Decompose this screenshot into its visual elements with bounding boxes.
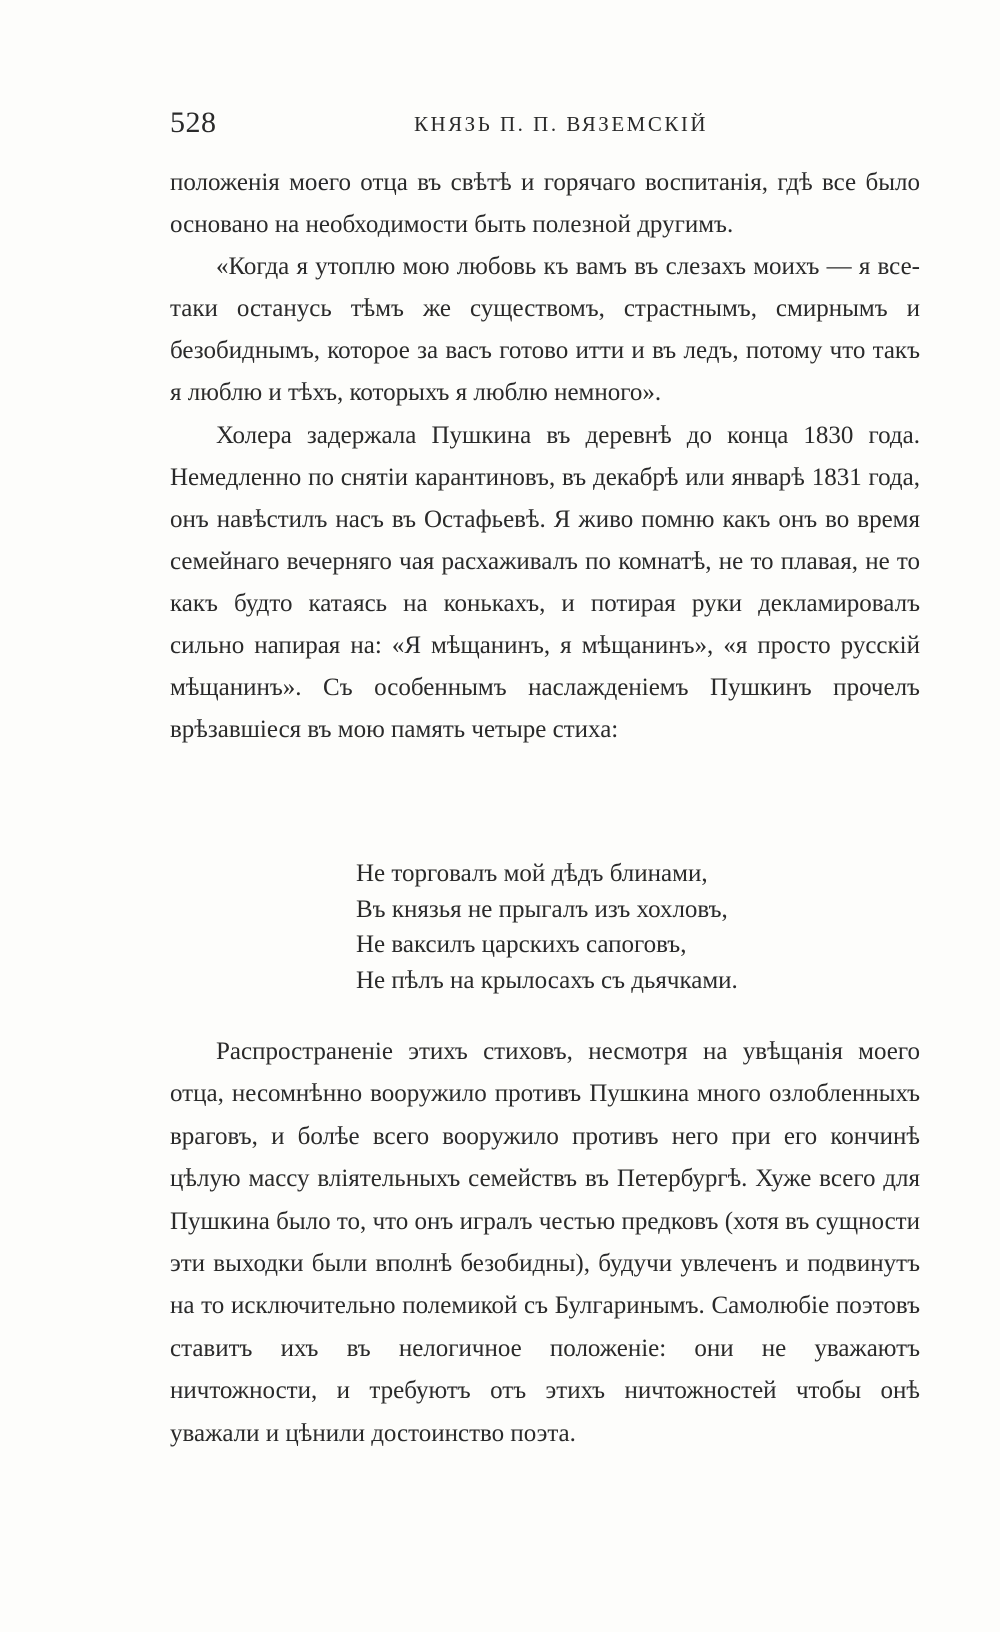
main-text-top — [170, 162, 920, 751]
page-header — [170, 106, 920, 150]
verse-quote — [356, 856, 738, 998]
paragraph: Холера задержала Пушкина въ деревнѣ до конца 1830 года. Немедленно по снятіи карантиновъ, въ декабрѣ или январѣ 1831 года, онъ навѣстилъ насъ въ Остафьевѣ. Я живо помню какъ онъ во время семейнаго вечерняго чая расхаживалъ по комнатѣ, не то плавая, не то какъ будто катаясь на конькахъ, и потирая руки декламировалъ сильно напирая на: «Я мѣщанинъ, я мѣщанинъ», «я просто русскій мѣщанинъ». Съ особеннымъ наслажденіемъ Пушкинъ прочелъ врѣзавшіеся въ мою память четыре стиха: — [170, 421, 920, 744]
verse-line: Не ваксилъ царскихъ сапоговъ, — [356, 931, 687, 958]
main-text-bottom — [170, 1031, 920, 1455]
verse-line: Не пѣлъ на крылосахъ съ дьячками. — [356, 966, 738, 994]
paragraph: «Когда я утоплю мою любовь къ вамъ въ слезахъ моихъ — я все-таки останусь тѣмъ же существомъ, страстнымъ, смирнымъ и безобиднымъ, которое за васъ готово итти и въ ледъ, потому что такъ я люблю и тѣхъ, которыхъ я люблю немного». — [170, 253, 920, 407]
page-number: 528 — [170, 106, 217, 139]
paragraph: положенія моего отца въ свѣтѣ и горячаго воспитанія, гдѣ все было основано на необходимости быть полезной другимъ. — [170, 169, 920, 239]
verse-line: Въ князья не прыгалъ изъ хохловъ, — [356, 895, 728, 923]
running-title: КНЯЗЬ П. П. ВЯЗЕМСКІЙ — [414, 112, 708, 136]
paragraph: Распространеніе этихъ стиховъ, несмотря на увѣщанія моего отца, несомнѣнно вооружило противъ Пушкина много озлобленныхъ враговъ, и болѣе всего вооружило противъ него при его кончинѣ цѣлую массу вліятельныхъ семействъ въ Петербургѣ. Хуже всего для Пушкина было то, что онъ игралъ честью предковъ (хотя въ сущности эти выходки были вполнѣ безобидны), будучи увлеченъ и подвинутъ на то исключительно полемикой съ Булгаринымъ. Самолюбіе поэтовъ ставитъ ихъ въ нелогичное положеніе: они не уважаютъ ничтожности, и требуютъ отъ этихъ ничтожностей чтобы онѣ уважали и цѣнили достоинство поэта. — [170, 1038, 920, 1447]
verse-line: Не торговалъ мой дѣдъ блинами, — [356, 860, 708, 887]
